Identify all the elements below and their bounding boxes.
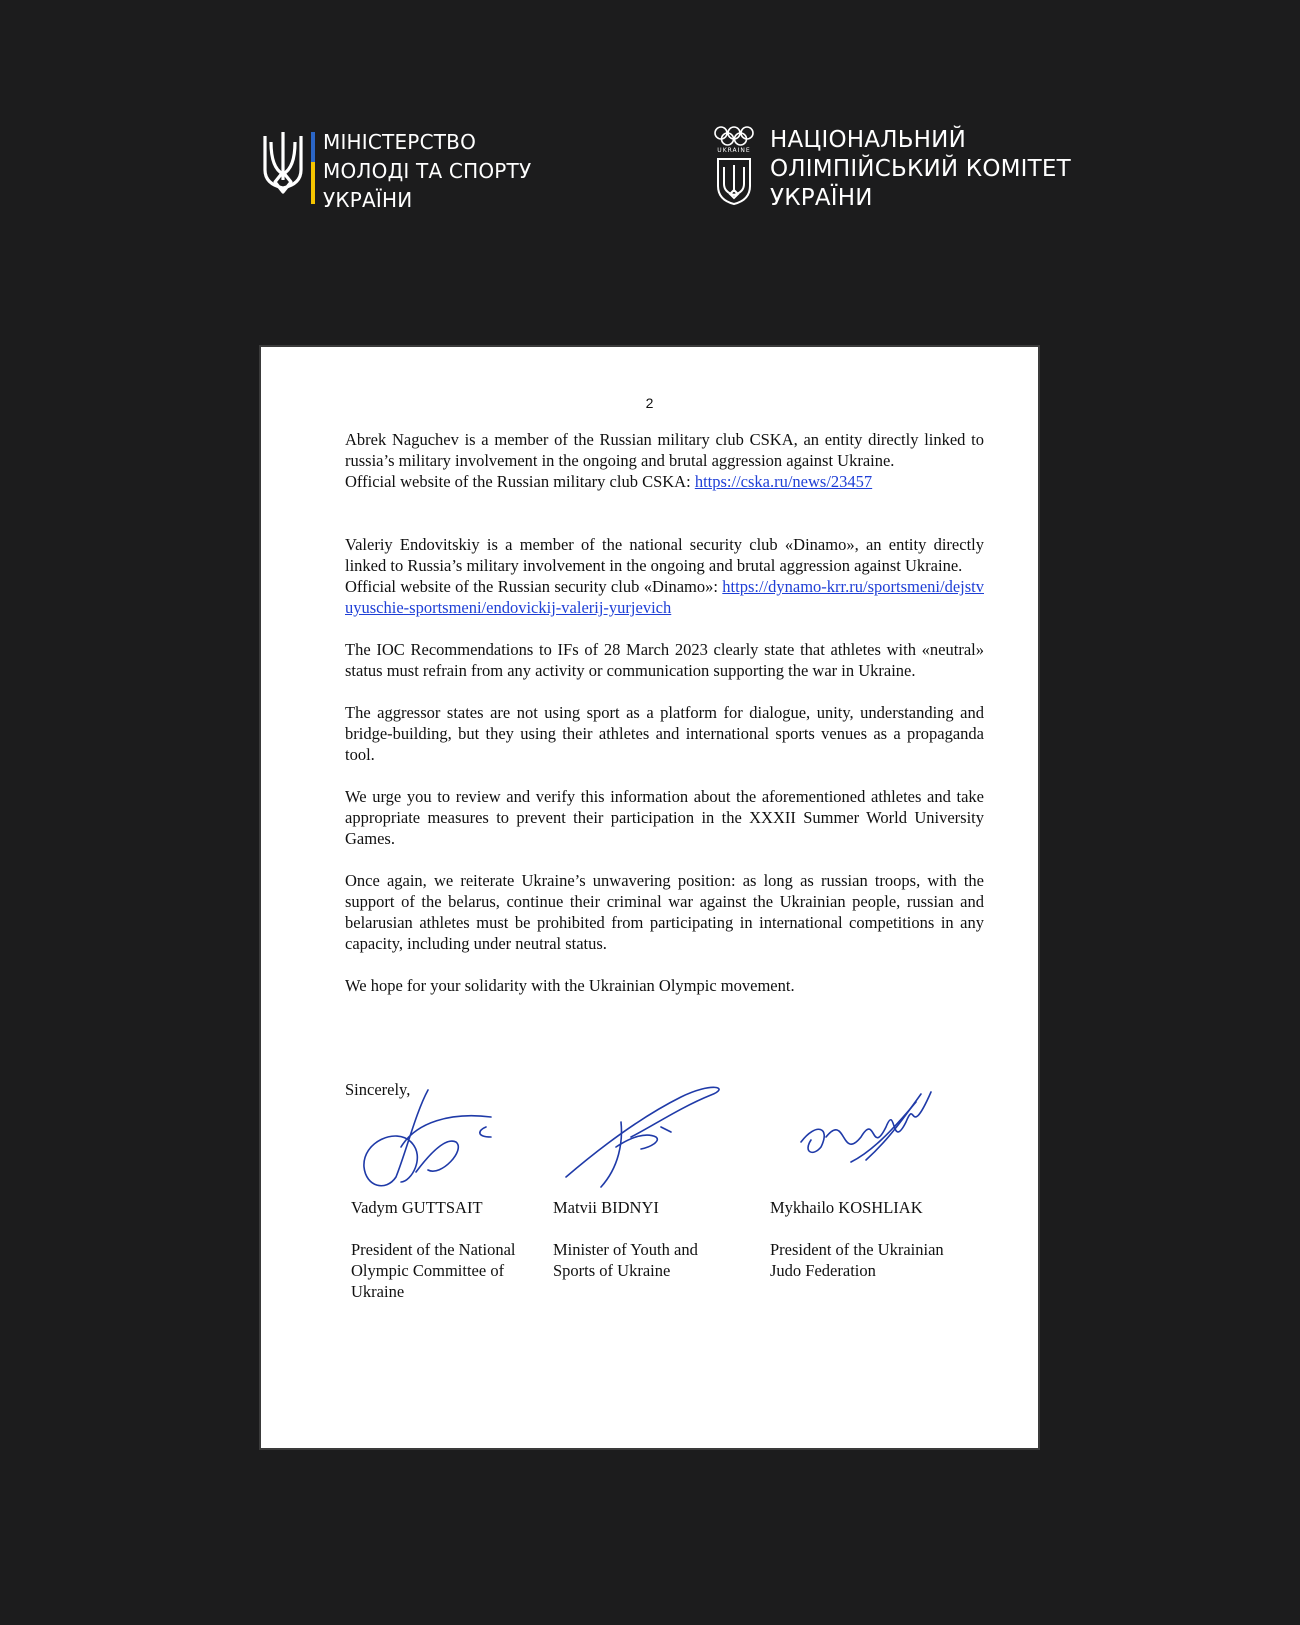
signatory-koshliak [770,1197,970,1281]
ministry-line-3: УКРАЇНИ [323,188,413,212]
signatory-name: Mykhailo KOSHLIAK [770,1198,923,1217]
noc-logo [712,126,1071,213]
ministry-name [323,128,531,215]
paragraph-text: Valeriy Endovitskiy is a member of the national security club «Dinamo», an entity directly linked to Russia’s military involvement in the ongoing and brutal aggression against Ukraine. [345,535,984,575]
noc-line-2: ОЛІМПІЙСЬКИЙ КОМІТЕТ [770,156,1071,182]
paragraph-text: Abrek Naguchev is a member of the Russian military club CSKA, an entity directly linked to russia’s military involvement in the ongoing and brutal aggression against Ukraine. [345,430,984,470]
noc-name [770,126,1071,213]
ukraine-flag-bar [311,132,315,204]
closing: Sincerely, [345,1080,411,1099]
ministry-logo [261,128,531,215]
paragraph-solidarity: We hope for your solidarity with the Ukrainian Olympic movement. [345,976,795,995]
signatory-guttsait [351,1197,541,1302]
signatory-name: Vadym GUTTSAIT [351,1198,483,1217]
olympic-rings-icon [713,126,755,146]
paragraph-endovitskiy [345,534,984,618]
noc-emblem [712,126,756,206]
signatory-title: Minister of Youth and Sports of Ukraine [553,1240,698,1280]
noc-emblem-label: UKRAINE [717,147,751,154]
ministry-line-2: МОЛОДІ ТА СПОРТУ [323,159,532,183]
paragraph-aggressor-states: The aggressor states are not using sport as a platform for dialogue, unity, understanding and bridge-building, but they using their athletes and international sports venues as a propaganda tool. [345,703,984,764]
cska-link[interactable]: https://cska.ru/news/23457 [694,472,873,491]
paragraph-naguchev [345,429,984,492]
letter-body [345,429,984,1017]
ministry-line-1: МІНІСТЕРСТВО [323,130,477,154]
shield-trident-icon [715,156,753,206]
paragraph-link-intro: Official website of the Russian security club «Dinamo»: [345,577,723,596]
paragraph-urge-review: We urge you to review and verify this information about the aforementioned athletes and take appropriate measures to prevent their participation in the XXXII Summer World University Games. [345,787,984,848]
paragraph-ukraine-position: Once again, we reiterate Ukraine’s unwavering position: as long as russian troops, with the support of the belarus, continue their criminal war against the Ukrainian people, russian and belarusian athletes must be prohibited from participating in international competitions in any capacity, including under neutral status. [345,871,984,953]
signatory-title: President of the National Olympic Committee of Ukraine [351,1240,516,1301]
noc-line-3: УКРАЇНИ [770,185,873,211]
signature-bidnyi [561,1077,731,1192]
letter-page [261,347,1038,1448]
paragraph-ioc-recommendations: The IOC Recommendations to IFs of 28 March 2023 clearly state that athletes with «neutral» status must refrain from any activity or communication supporting the war in Ukraine. [345,640,984,680]
noc-line-1: НАЦІОНАЛЬНИЙ [770,127,966,153]
signature-guttsait [356,1082,506,1192]
paragraph-link-intro: Official website of the Russian military club CSKA: [345,472,695,491]
signatory-bidnyi [553,1197,733,1281]
signatory-name: Matvii BIDNYI [553,1198,659,1217]
signature-koshliak [791,1082,941,1182]
dinamo-link[interactable]: https://dynamo-krr.ru/sportsmeni/dejstvuyuschie-sportsmeni/endovickij-valerij-yurjevich [345,577,984,617]
trident-icon [261,128,305,196]
signatory-title: President of the Ukrainian Judo Federation [770,1240,944,1280]
page-number: 2 [645,395,654,411]
